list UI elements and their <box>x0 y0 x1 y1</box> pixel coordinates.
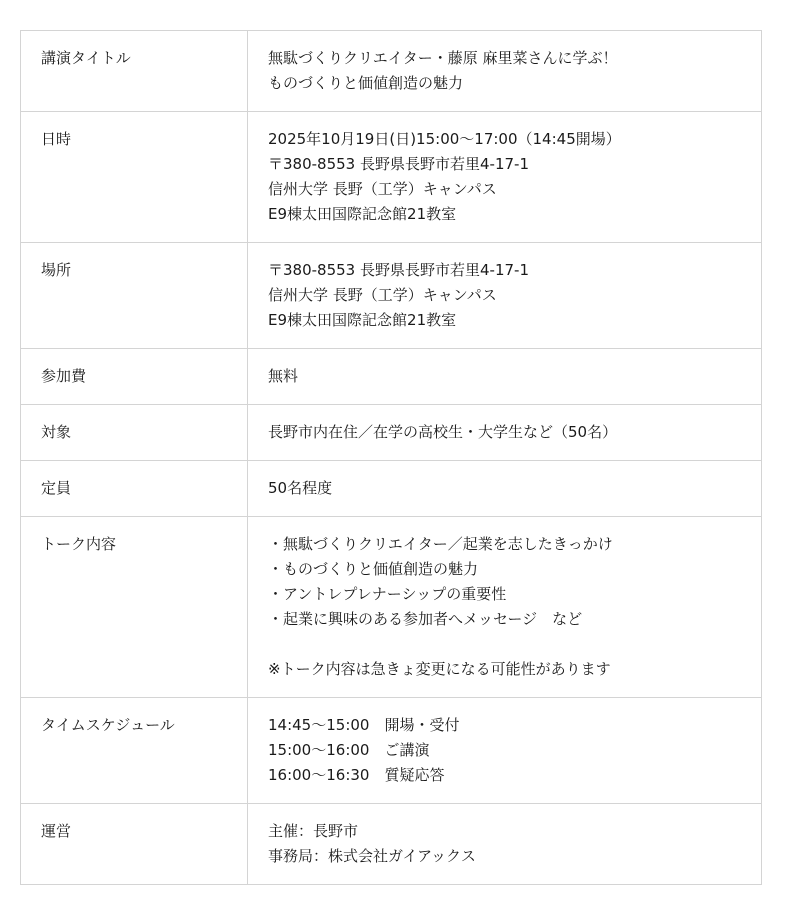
talk-item: ・ものづくりと価値創造の魅力 <box>268 560 479 578</box>
spacer <box>268 632 741 657</box>
title-line: ものづくりと価値創造の魅力 <box>268 74 464 92</box>
row-talk-content <box>21 517 762 698</box>
schedule-item: 16:00〜16:30 質疑応答 <box>268 766 445 784</box>
address-line: 信州大学 長野（工学）キャンパス <box>268 286 497 304</box>
talk-item: ・アントレプレナーシップの重要性 <box>268 585 507 603</box>
row-value <box>248 31 762 112</box>
row-title <box>21 31 762 112</box>
row-label: 対象 <box>21 405 248 461</box>
address-line: 信州大学 長野（工学）キャンパス <box>268 180 497 198</box>
address-line: 〒380-8553 長野県長野市若里4-17-1 <box>268 261 529 279</box>
row-label: 講演タイトル <box>21 31 248 112</box>
schedule-item: 15:00〜16:00 ご講演 <box>268 741 430 759</box>
talk-item: ・無駄づくりクリエイター／起業を志したきっかけ <box>268 535 613 553</box>
row-fee <box>21 349 762 405</box>
title-line: 無駄づくりクリエイター・藤原 麻里菜さんに学ぶ！ <box>268 49 618 67</box>
row-audience <box>21 405 762 461</box>
row-capacity <box>21 461 762 517</box>
event-info-table <box>20 30 762 885</box>
datetime-line: 2025年10月19日(日)15:00〜17:00（14:45開場） <box>268 130 621 148</box>
row-value <box>248 112 762 243</box>
row-value <box>248 461 762 517</box>
row-label: 運営 <box>21 804 248 885</box>
address-line: E9棟太田国際記念館21教室 <box>268 311 457 329</box>
row-value <box>248 804 762 885</box>
row-value <box>248 349 762 405</box>
talk-item: ・起業に興味のある参加者へメッセージ など <box>268 610 583 628</box>
row-label: 定員 <box>21 461 248 517</box>
capacity-value: 50名程度 <box>268 479 333 497</box>
schedule-item: 14:45〜15:00 開場・受付 <box>268 716 460 734</box>
row-label: タイムスケジュール <box>21 698 248 804</box>
row-label: 日時 <box>21 112 248 243</box>
organizer-line: 事務局：株式会社ガイアックス <box>268 847 476 865</box>
audience-value: 長野市内在住／在学の高校生・大学生など（50名） <box>268 423 618 441</box>
address-line: E9棟太田国際記念館21教室 <box>268 205 457 223</box>
row-value <box>248 517 762 698</box>
fee-value: 無料 <box>268 367 299 385</box>
row-organizer <box>21 804 762 885</box>
row-label: 場所 <box>21 243 248 349</box>
row-value <box>248 243 762 349</box>
row-venue <box>21 243 762 349</box>
row-value <box>248 405 762 461</box>
row-schedule <box>21 698 762 804</box>
row-value <box>248 698 762 804</box>
row-label: トーク内容 <box>21 517 248 698</box>
address-line: 〒380-8553 長野県長野市若里4-17-1 <box>268 155 529 173</box>
row-label: 参加費 <box>21 349 248 405</box>
talk-note: ※トーク内容は急きょ変更になる可能性があります <box>268 660 611 678</box>
row-datetime <box>21 112 762 243</box>
organizer-line: 主催：長野市 <box>268 822 359 840</box>
